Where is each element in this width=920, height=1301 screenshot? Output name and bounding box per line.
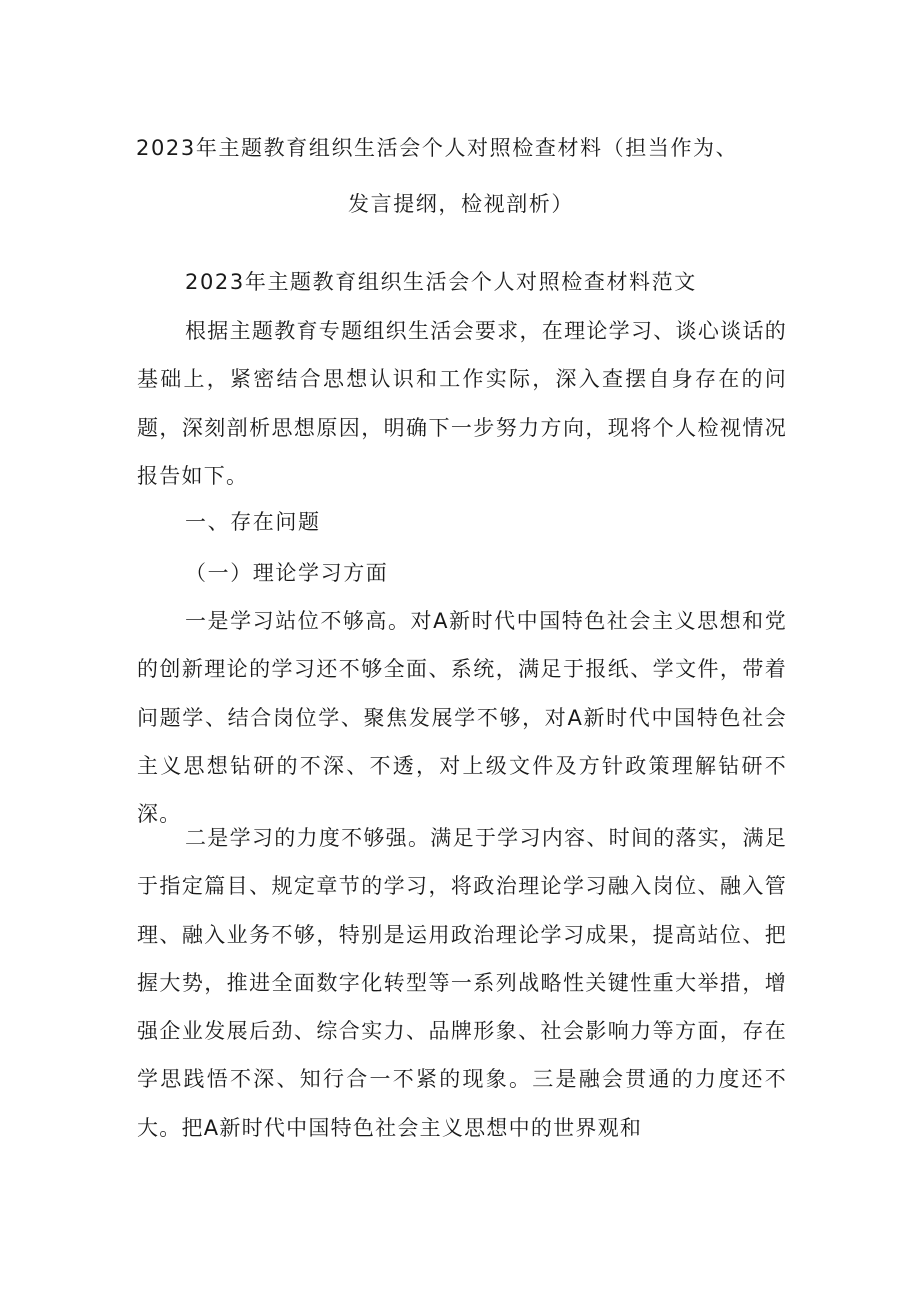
problem-point-2-paragraph: 二是学习的力度不够强。满足于学习内容、时间的落实，满足于指定篇目、规定章节的学习，将政治理论学习融入岗位、融入管理、融入业务不够，特别是运用政治理论学习成果，提高站位、把握大势，推进全面数字化转型等一系列战略性关键性重大举措，增强企业发展后劲、综合实力、品牌形象、社会影响力等方面，存在学思践悟不深、知行合一不紧的现象。三是融会贯通的力度还不大。把A新时代中国特色社会主义思想中的世界观和 [137, 826, 787, 1140]
document-title-line-1: 2023年主题教育组织生活会个人对照检查材料（担当作为、 [136, 136, 739, 160]
section-heading-problems: 一、存在问题 [185, 510, 321, 534]
problem-point-1-paragraph: 一是学习站位不够高。对A新时代中国特色社会主义思想和党的创新理论的学习还不够全面、系统，满足于报纸、学文件，带着问题学、结合岗位学、聚焦发展学不够，对A新时代中国特色社会主义思想钻研的不深、不透，对上级文件及方针政策理解钻研不深。 [137, 609, 787, 827]
subsection-heading-theory-study: （一）理论学习方面 [185, 561, 389, 585]
document-title-line-2: 发言提纲，检视剖析） [348, 192, 574, 216]
intro-paragraph: 根据主题教育专题组织生活会要求，在理论学习、谈心谈话的基础上，紧密结合思想认识和工作实际，深入查摆自身存在的问题，深刻剖析思想原因，明确下一步努力方向，现将个人检视情况报告如下。 [137, 319, 787, 488]
document-subtitle: 2023年主题教育组织生活会个人对照检查材料范文 [185, 270, 697, 294]
